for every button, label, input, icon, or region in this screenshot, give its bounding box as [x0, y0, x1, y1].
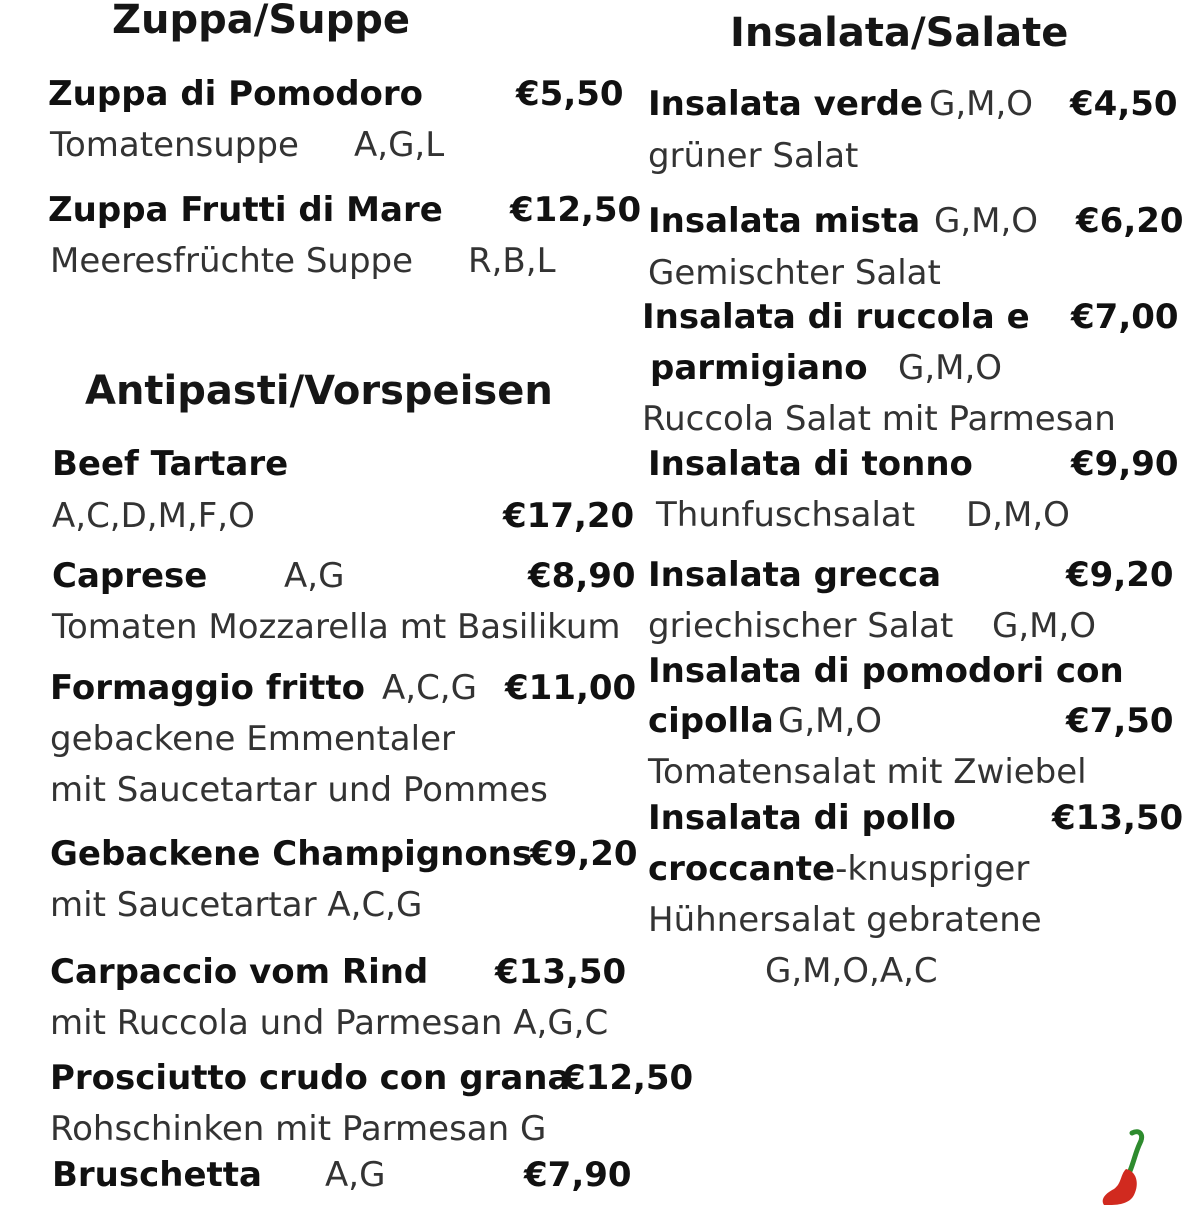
item-name: Prosciutto crudo con grana: [50, 1058, 571, 1098]
chili-pepper-icon: [1080, 1125, 1160, 1205]
item-allergens: A,C,D,M,F,O: [52, 496, 255, 536]
item-name: Gebackene Champignons: [50, 834, 533, 874]
item-price: €9,90: [1071, 444, 1179, 484]
item-name: Bruschetta: [52, 1155, 262, 1195]
item-name: Carpaccio vom Rind: [50, 952, 429, 992]
item-description: gebackene Emmentaler: [50, 719, 455, 759]
section-title-zuppa: Zuppa/Suppe: [112, 0, 411, 43]
item-price: €12,50: [510, 190, 642, 230]
item-price: €17,20: [503, 496, 635, 536]
item-allergens: A,G: [284, 556, 345, 596]
item-description: Tomaten Mozzarella mt Basilikum: [52, 607, 621, 647]
item-description: Ruccola Salat mit Parmesan: [642, 399, 1116, 439]
item-allergens: G,M,O: [778, 701, 883, 741]
item-name: croccante: [648, 849, 836, 889]
item-name: Beef Tartare: [52, 444, 289, 484]
item-name-line: [648, 849, 1030, 889]
item-price: €9,20: [1066, 555, 1174, 595]
item-description: mit Saucetartar und Pommes: [50, 770, 548, 810]
item-description: Meeresfrüchte Suppe: [50, 241, 414, 281]
item-description: mit Saucetartar A,C,G: [50, 885, 423, 925]
item-name: Insalata di ruccola e: [642, 297, 1030, 337]
item-name: Insalata di pollo: [648, 798, 956, 838]
item-name: Insalata grecca: [648, 555, 942, 595]
item-allergens: G,M,O: [898, 348, 1003, 388]
item-description: Hühnersalat gebratene: [648, 900, 1042, 940]
item-price: €7,90: [524, 1155, 632, 1195]
item-name: Insalata di pomodori con: [648, 651, 1124, 691]
item-name: Caprese: [52, 556, 208, 596]
item-name: Formaggio fritto: [50, 668, 365, 708]
item-name: cipolla: [648, 701, 774, 741]
section-title-insalata: Insalata/Salate: [730, 10, 1069, 56]
item-subtitle: -knuspriger: [835, 849, 1030, 889]
item-name: Insalata mista: [648, 201, 921, 241]
item-description: griechischer Salat: [648, 606, 954, 646]
item-description: Thunfuschsalat: [656, 495, 916, 535]
item-allergens: A,G,L: [354, 125, 445, 165]
item-price: €5,50: [516, 74, 624, 114]
item-allergens: A,G: [325, 1155, 386, 1195]
item-description: mit Ruccola und Parmesan A,G,C: [50, 1003, 609, 1043]
item-description: Tomatensuppe: [50, 125, 299, 165]
item-price: €4,50: [1070, 84, 1178, 124]
item-name: Insalata verde: [648, 84, 924, 124]
item-price: €6,20: [1076, 201, 1184, 241]
item-name: Insalata di tonno: [648, 444, 973, 484]
item-name: Zuppa di Pomodoro: [48, 74, 424, 114]
item-description: grüner Salat: [648, 136, 859, 176]
item-price: €9,20: [530, 834, 638, 874]
item-allergens: A,C,G: [382, 668, 477, 708]
item-price: €11,00: [505, 668, 637, 708]
item-name: Zuppa Frutti di Mare: [48, 190, 443, 230]
item-allergens: G,M,O,A,C: [765, 951, 938, 991]
item-description: Rohschinken mit Parmesan G: [50, 1109, 547, 1149]
item-price: €8,90: [528, 556, 636, 596]
item-description: Tomatensalat mit Zwiebel: [648, 752, 1087, 792]
item-price: €7,00: [1071, 297, 1179, 337]
item-allergens: G,M,O: [929, 84, 1034, 124]
item-allergens: G,M,O: [992, 606, 1097, 646]
item-allergens: G,M,O: [934, 201, 1039, 241]
item-price: €13,50: [495, 952, 627, 992]
section-title-antipasti: Antipasti/Vorspeisen: [85, 368, 553, 414]
item-allergens: D,M,O: [966, 495, 1070, 535]
item-description: Gemischter Salat: [648, 253, 941, 293]
item-price: €7,50: [1066, 701, 1174, 741]
item-price: €12,50: [562, 1058, 694, 1098]
item-price: €13,50: [1052, 798, 1184, 838]
item-name: parmigiano: [650, 348, 868, 388]
item-allergens: R,B,L: [468, 241, 556, 281]
